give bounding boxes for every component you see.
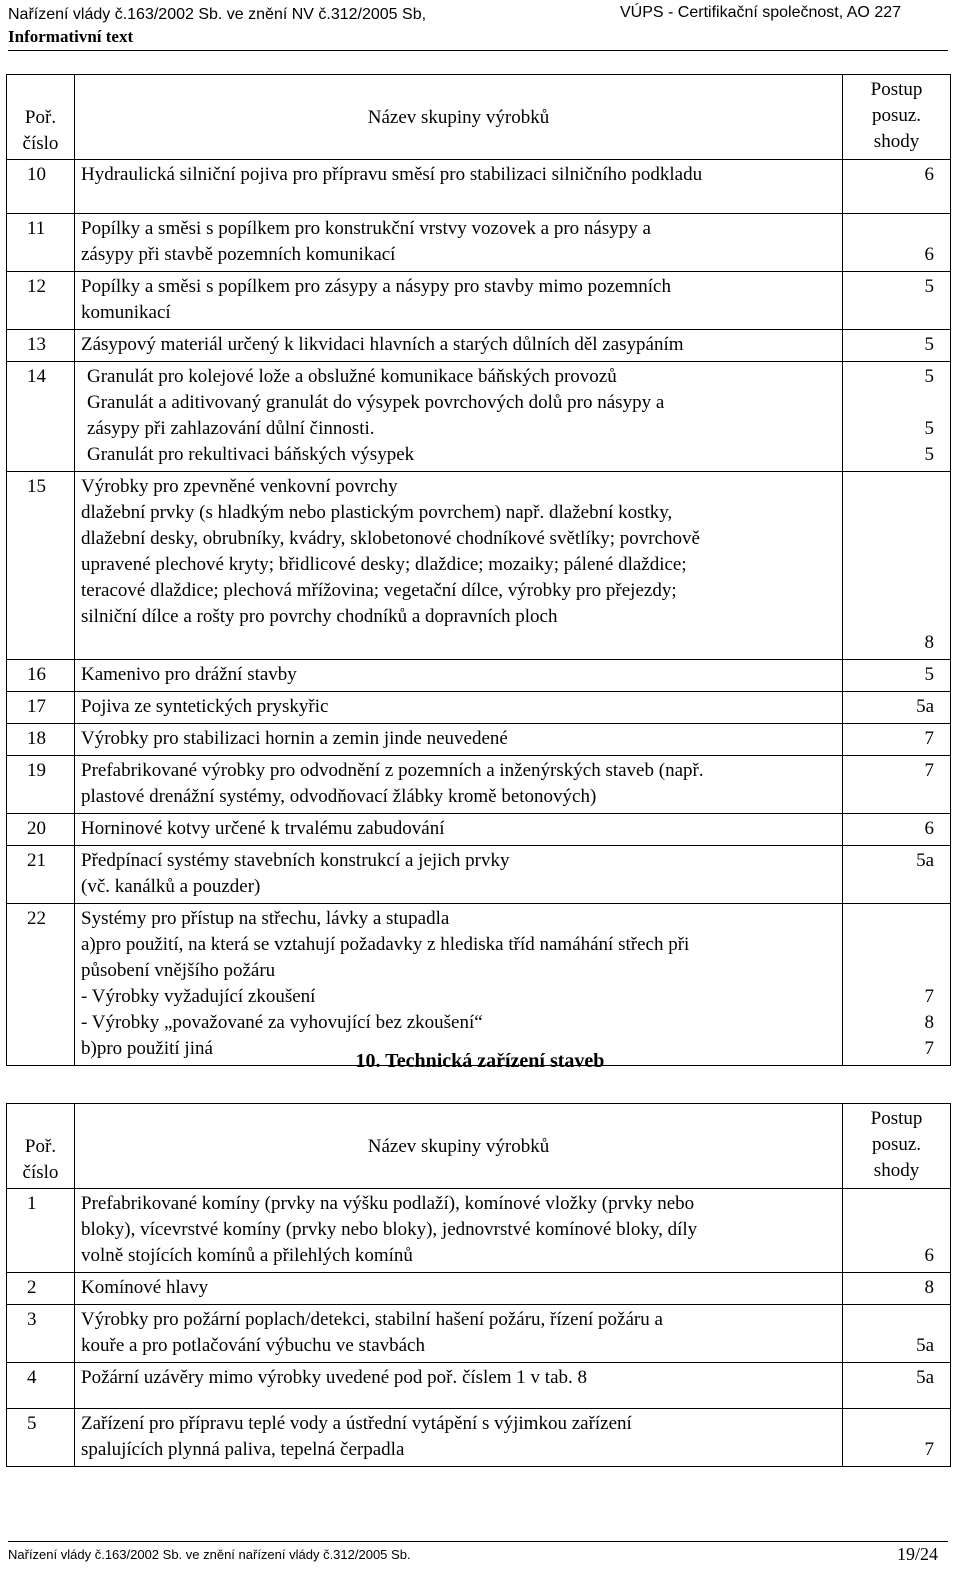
product-groups-table-1 [6, 74, 951, 1066]
group-name [75, 272, 843, 330]
col-ps-header-l2: posuz. [871, 105, 922, 126]
assessment-procedure [843, 1273, 951, 1305]
row-number: 15 [7, 472, 75, 660]
procedure-value: 7 [924, 760, 934, 781]
assessment-procedure [843, 1189, 951, 1273]
table-row [7, 660, 951, 692]
table-header-row [7, 1104, 951, 1189]
row-number: 16 [7, 660, 75, 692]
row-number: 2 [7, 1273, 75, 1305]
group-name [75, 330, 843, 362]
group-name [75, 1363, 843, 1409]
table-row [7, 724, 951, 756]
assessment-procedure [843, 362, 951, 472]
procedure-value: 6 [924, 244, 934, 265]
table-row [7, 214, 951, 272]
table-row [7, 814, 951, 846]
row-number: 13 [7, 330, 75, 362]
group-name-line: zásypy při stavbě pozemních komunikací [81, 244, 396, 265]
group-name [75, 660, 843, 692]
table-row [7, 846, 951, 904]
group-name [75, 1189, 843, 1273]
table-header-row [7, 75, 951, 160]
col-num-header-l2: číslo [22, 133, 59, 154]
col-name-header-text: Název skupiny výrobků [367, 1136, 550, 1157]
procedure-value: 8 [924, 632, 934, 653]
assessment-procedure [843, 160, 951, 214]
group-name-line: Výrobky pro zpevněné venkovní povrchy [81, 476, 398, 497]
group-name [75, 846, 843, 904]
group-name-line: bloky), vícevrstvé komíny (prvky nebo bloky), jednovrstvé komínové bloky, díly [81, 1219, 698, 1240]
group-name-line: Výrobky pro stabilizaci hornin a zemin jinde neuvedené [81, 728, 508, 749]
row-number: 22 [7, 904, 75, 1066]
table-row [7, 1363, 951, 1409]
running-header [8, 4, 902, 24]
header-left: Nařízení vlády č.163/2002 Sb. ve znění NV č.312/2005 Sb, [8, 6, 427, 23]
col-name-header [75, 1104, 843, 1189]
group-name-line: Horninové kotvy určené k trvalému zabudování [81, 818, 445, 839]
group-name-line: Zásypový materiál určený k likvidaci hlavních a starých důlních děl zasypáním [81, 334, 684, 355]
group-name-line: (vč. kanálků a pouzder) [81, 876, 261, 897]
procedure-value: 7 [924, 728, 934, 749]
col-num-header-l1: Poř. [24, 107, 57, 128]
procedure-value: 5 [924, 276, 934, 297]
group-name-line: - Výrobky „považované za vyhovující bez zkoušení“ [81, 1012, 483, 1033]
table-row [7, 1409, 951, 1467]
assessment-procedure [843, 214, 951, 272]
group-name [75, 362, 843, 472]
procedure-value: 5 [924, 444, 934, 465]
procedure-value: 5 [924, 366, 934, 387]
col-num-header [7, 75, 75, 160]
assessment-procedure [843, 1305, 951, 1363]
procedure-value: 7 [924, 1038, 934, 1059]
section-title: 10. Technická zařízení staveb [355, 1050, 605, 1072]
group-name-line: Zařízení pro přípravu teplé vody a ústřední vytápění s výjimkou zařízení [81, 1413, 632, 1434]
group-name-line: Požární uzávěry mimo výrobky uvedené pod poř. číslem 1 v tab. 8 [81, 1367, 588, 1388]
row-number: 12 [7, 272, 75, 330]
procedure-value: 5 [924, 334, 934, 355]
table-row [7, 1189, 951, 1273]
row-number: 14 [7, 362, 75, 472]
procedure-value: 8 [924, 1277, 934, 1298]
group-name-line: Předpínací systémy stavebních konstrukcí a jejich prvky [81, 850, 510, 871]
table-row [7, 330, 951, 362]
group-name-line: Kamenivo pro drážní stavby [81, 664, 297, 685]
group-name-line: a)pro použití, na která se vztahují požadavky z hlediska tříd namáhání střech při [81, 934, 690, 955]
group-name-line: Granulát a aditivovaný granulát do výsypek povrchových dolů pro násypy a [87, 392, 665, 413]
group-name-line: spalujících plynná paliva, tepelná čerpadla [81, 1439, 405, 1460]
table-row [7, 362, 951, 472]
group-name-line: Granulát pro rekultivaci báňských výsypek [87, 444, 415, 465]
product-groups-table-2 [6, 1103, 951, 1467]
group-name-line: Popílky a směsi s popílkem pro zásypy a násypy pro stavby mimo pozemních [81, 276, 671, 297]
group-name-line: Výrobky pro požární poplach/detekci, stabilní hašení požáru, řízení požáru a [81, 1309, 663, 1330]
assessment-procedure [843, 330, 951, 362]
page-footer [8, 1544, 948, 1564]
procedure-value: 6 [924, 1245, 934, 1266]
col-name-header-text: Název skupiny výrobků [367, 107, 550, 128]
group-name-line: dlažební desky, obrubníky, kvádry, sklobetonové chodníkové světlíky; povrchově [81, 528, 700, 549]
col-num-header-l1: Poř. [24, 1136, 57, 1157]
col-name-header [75, 75, 843, 160]
procedure-value: 7 [924, 1439, 934, 1460]
table-row [7, 472, 951, 660]
procedure-value: 7 [924, 986, 934, 1007]
procedure-value: 5a [916, 850, 934, 871]
group-name [75, 756, 843, 814]
row-number: 21 [7, 846, 75, 904]
group-name [75, 160, 843, 214]
group-name-line: volně stojících komínů a přilehlých komínů [81, 1245, 413, 1266]
table-row [7, 160, 951, 214]
page-number: 19/24 [896, 1544, 938, 1564]
procedure-value: 6 [924, 818, 934, 839]
group-name-line: teracové dlaždice; plechová mřížovina; vegetační dílce, výrobky pro přejezdy; [81, 580, 677, 601]
group-name-line: b)pro použití jiná [81, 1038, 213, 1059]
group-name-line: - Výrobky vyžadující zkoušení [81, 986, 316, 1007]
procedure-value: 8 [924, 1012, 934, 1033]
group-name [75, 214, 843, 272]
header-subtitle: Informativní text [8, 27, 134, 46]
group-name-line: kouře a pro potlačování výbuchu ve stavbách [81, 1335, 425, 1356]
group-name [75, 904, 843, 1066]
row-number: 20 [7, 814, 75, 846]
group-name-line: Komínové hlavy [81, 1277, 209, 1298]
assessment-procedure [843, 724, 951, 756]
group-name-line: dlažební prvky (s hladkým nebo plastickým povrchem) např. dlažební kostky, [81, 502, 673, 523]
assessment-procedure [843, 814, 951, 846]
procedure-value: 5a [916, 1367, 934, 1388]
assessment-procedure [843, 904, 951, 1066]
group-name-line: zásypy při zahlazování důlní činnosti. [87, 418, 375, 439]
assessment-procedure [843, 660, 951, 692]
group-name-line: Systémy pro přístup na střechu, lávky a stupadla [81, 908, 450, 929]
table-row [7, 692, 951, 724]
table-row [7, 272, 951, 330]
group-name-line: Pojiva ze syntetických pryskyřic [81, 696, 329, 717]
assessment-procedure [843, 472, 951, 660]
group-name [75, 472, 843, 660]
group-name-line: Granulát pro kolejové lože a obslužné komunikace báňských provozů [87, 366, 617, 387]
footer-rule [8, 1541, 948, 1542]
group-name-line: silniční dílce a rošty pro povrchy chodníků a dopravních ploch [81, 606, 558, 627]
footer-left: Nařízení vlády č.163/2002 Sb. ve znění nařízení vlády č.312/2005 Sb. [8, 1547, 411, 1562]
group-name-line: plastové drenážní systémy, odvodňovací žlábky kromě betonových) [81, 786, 597, 807]
procedure-value: 6 [924, 164, 934, 185]
group-name-line: Popílky a směsi s popílkem pro konstrukční vrstvy vozovek a pro násypy a [81, 218, 651, 239]
row-number: 11 [7, 214, 75, 272]
procedure-value: 5 [924, 418, 934, 439]
table-row [7, 756, 951, 814]
group-name-line: působení vnějšího požáru [81, 960, 276, 981]
row-number: 4 [7, 1363, 75, 1409]
group-name-line: Prefabrikované výrobky pro odvodnění z pozemních a inženýrských staveb (např. [81, 760, 704, 781]
col-ps-header-l3: shody [873, 1160, 920, 1181]
group-name-line: Hydraulická silniční pojiva pro přípravu směsí pro stabilizaci silničního podkladu [81, 164, 703, 185]
col-ps-header [843, 75, 951, 160]
col-ps-header-l3: shody [873, 131, 920, 152]
assessment-procedure [843, 692, 951, 724]
group-name [75, 724, 843, 756]
group-name-line: Prefabrikované komíny (prvky na výšku podlaží), komínové vložky (prvky nebo [81, 1193, 695, 1214]
group-name [75, 1409, 843, 1467]
row-number: 5 [7, 1409, 75, 1467]
row-number: 10 [7, 160, 75, 214]
assessment-procedure [843, 846, 951, 904]
assessment-procedure [843, 272, 951, 330]
procedure-value: 5a [916, 1335, 934, 1356]
group-name [75, 1305, 843, 1363]
group-name [75, 814, 843, 846]
assessment-procedure [843, 1363, 951, 1409]
table-row [7, 1305, 951, 1363]
row-number: 3 [7, 1305, 75, 1363]
col-ps-header [843, 1104, 951, 1189]
table-row [7, 904, 951, 1066]
group-name-line: komunikací [81, 302, 171, 323]
procedure-value: 5 [924, 664, 934, 685]
header-right: VÚPS - Certifikační společnost, AO 227 [620, 4, 902, 21]
row-number: 17 [7, 692, 75, 724]
row-number: 1 [7, 1189, 75, 1273]
col-ps-header-l1: Postup [870, 79, 923, 100]
assessment-procedure [843, 756, 951, 814]
col-num-header [7, 1104, 75, 1189]
header-rule [8, 50, 948, 51]
col-ps-header-l1: Postup [870, 1108, 923, 1129]
row-number: 18 [7, 724, 75, 756]
group-name [75, 1273, 843, 1305]
group-name-line: upravené plechové kryty; břidlicové desky; dlaždice; mozaiky; pálené dlaždice; [81, 554, 687, 575]
procedure-value: 5a [916, 696, 934, 717]
assessment-procedure [843, 1409, 951, 1467]
col-num-header-l2: číslo [22, 1162, 59, 1183]
table-row [7, 1273, 951, 1305]
col-ps-header-l2: posuz. [871, 1134, 922, 1155]
group-name [75, 692, 843, 724]
row-number: 19 [7, 756, 75, 814]
